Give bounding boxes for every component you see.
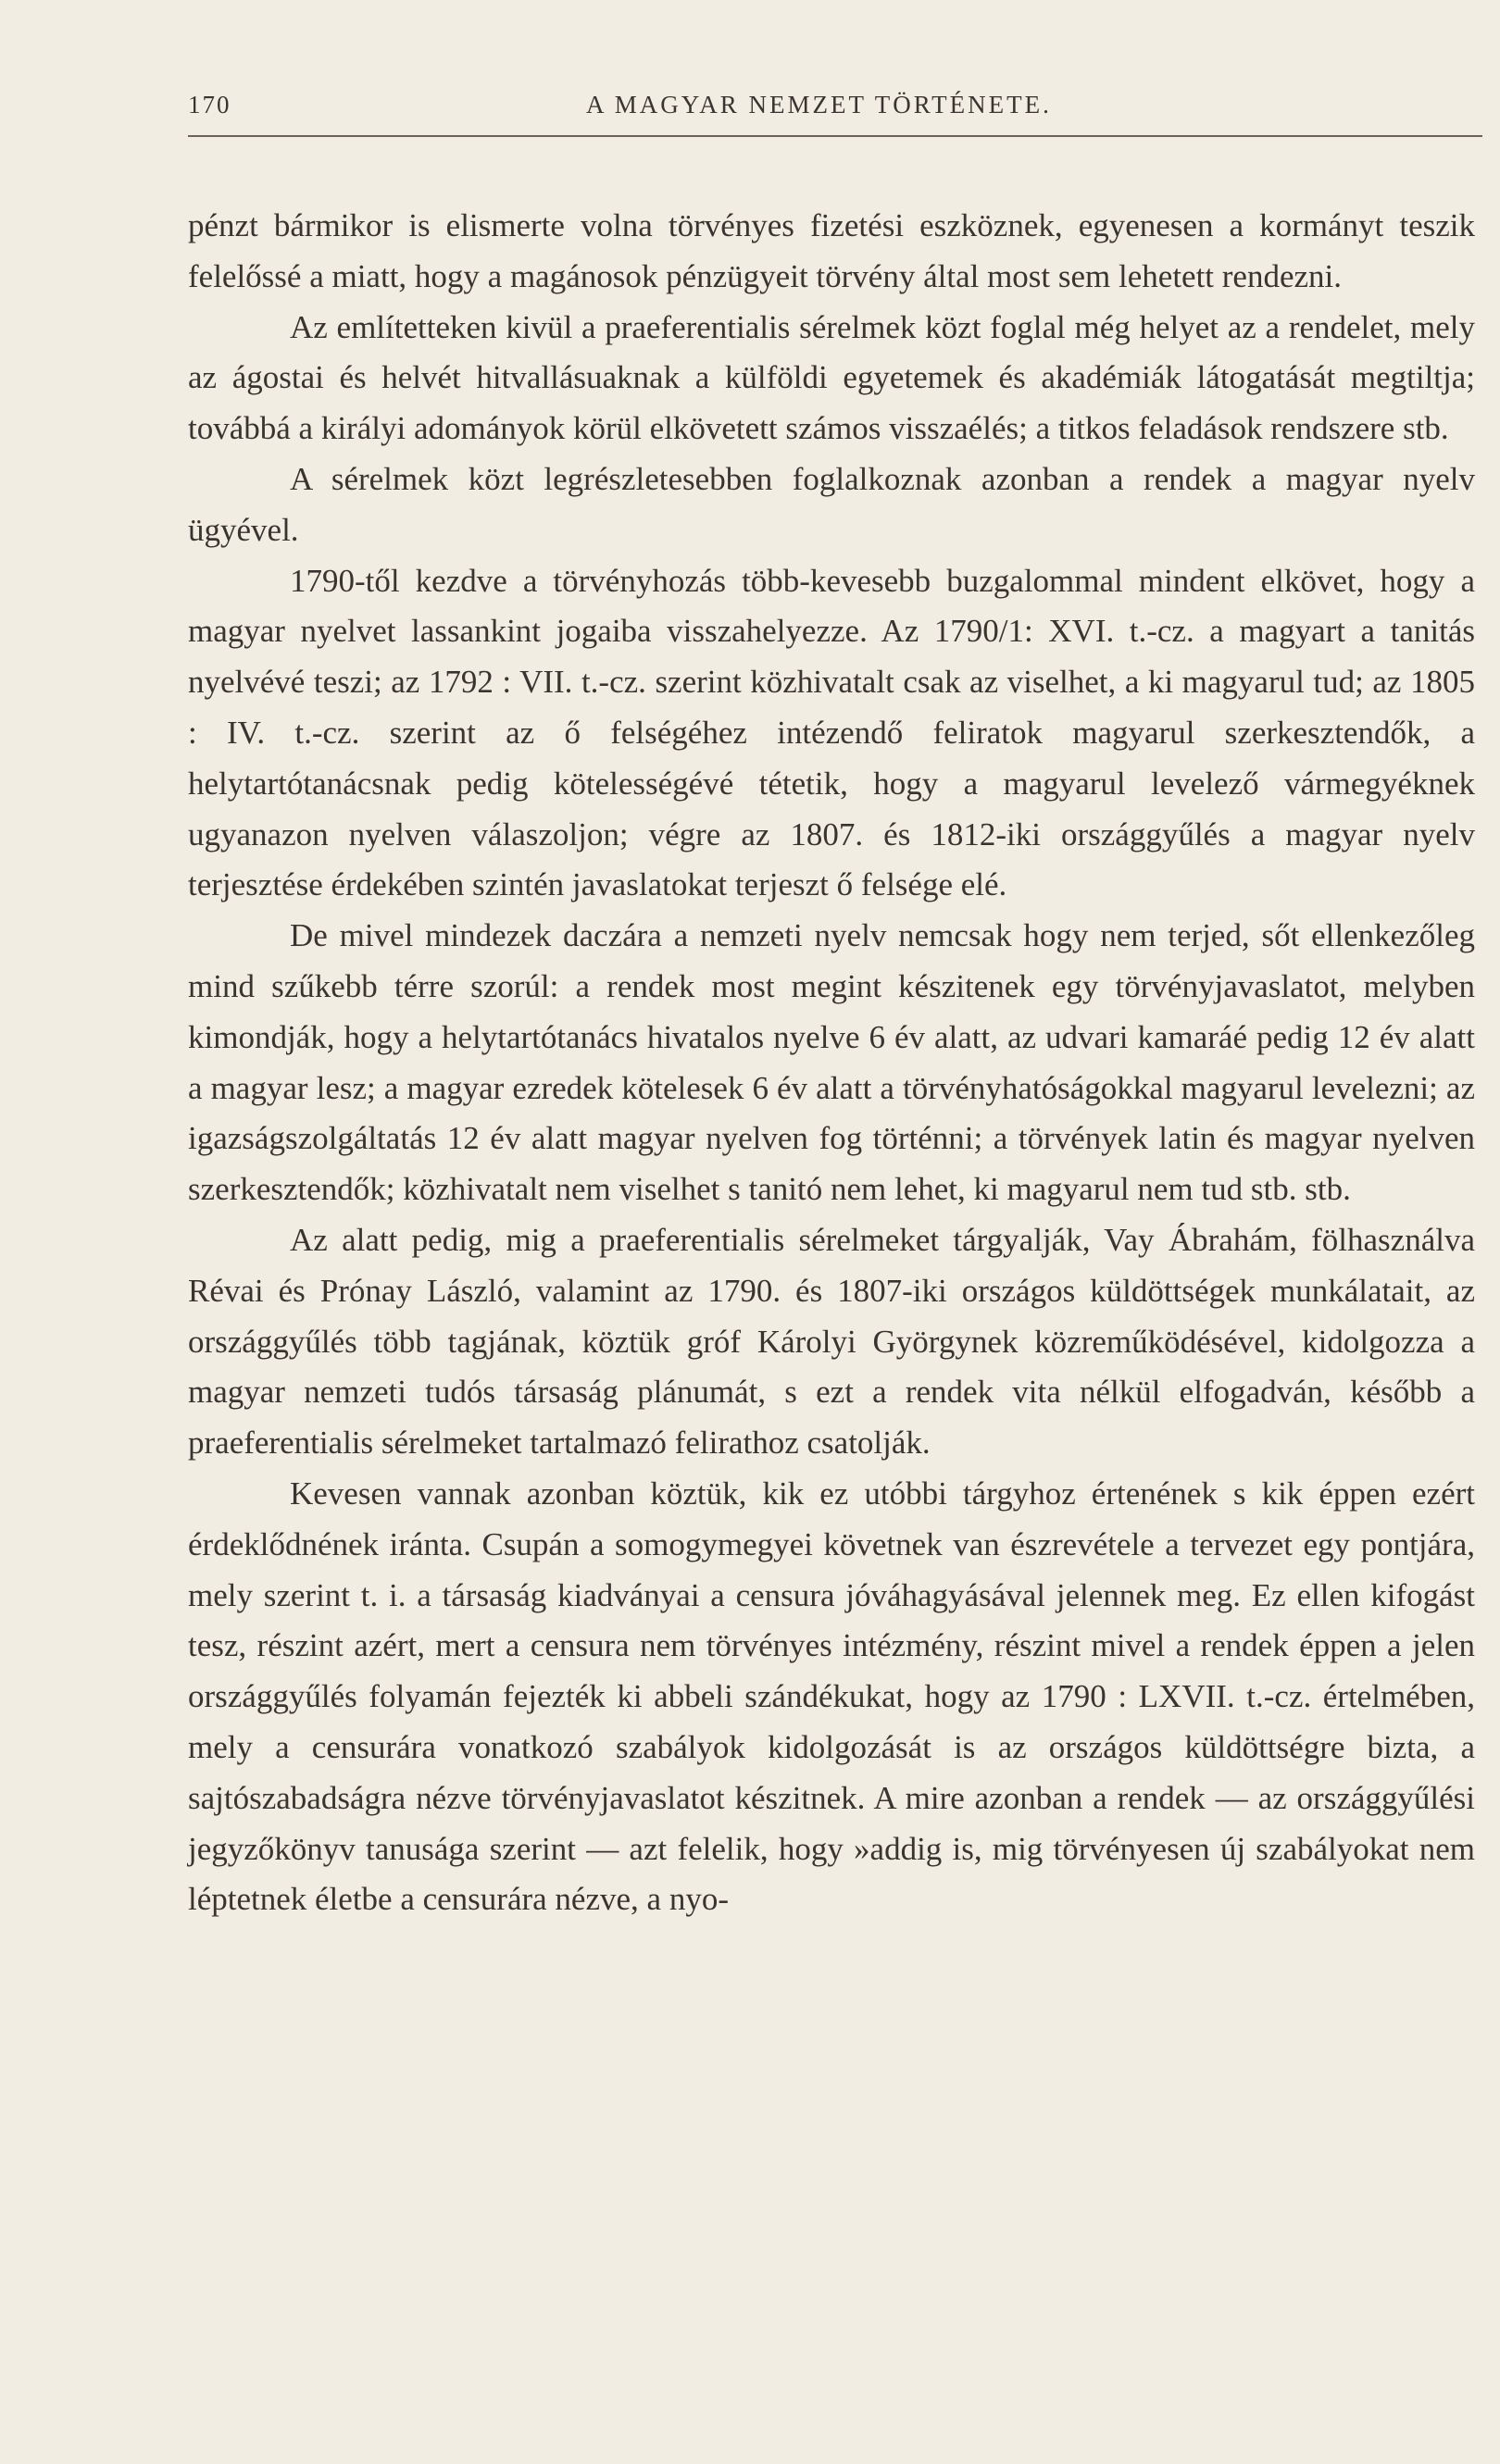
paragraph-legislation-history: 1790-től kezdve a törvényhozás több-kevesebb buzgalommal mindent elkövet, hogy a magyar nyelvet lassankint jogaiba visszahelyezze. Az 1790/1: XVI. t.-cz. a magyart a tanitás nyelvévé teszi; az 1792 : VII. t.-cz. szerint közhivatalt csak az viselhet, a ki magyarul tud; az 1805 : IV. t.-cz. szerint az ő felségéhez intézendő feliratok magyarul szerkesztendők, a helytartótanácsnak pedig kötelességévé tétetik, hogy a magyarul levelező vármegyéknek ugyanazon nyelven válaszoljon; végre az 1807. és 1812-iki országgyűlés a magyar nyelv terjesztése érdekében szintén javaslatokat terjeszt ő felsége elé. — [188, 562, 1475, 903]
paragraph-continuation: pénzt bármikor is elismerte volna törvényes fizetési eszköznek, egyenesen a kormányt teszik felelőssé a miatt, hogy a magánosok pénzügyeit törvény által most sem lehetett rendezni. — [188, 207, 1475, 294]
running-title: A MAGYAR NEMZET TÖRTÉNETE. — [586, 91, 1052, 118]
paragraph-language-grievances: A sérelmek közt legrészletesebben foglalkoznak azonban a rendek a magyar nyelv ügyével. — [188, 460, 1475, 548]
page-number: 170 — [188, 91, 231, 118]
body-text — [188, 201, 1475, 1925]
paragraph-preferential-grievances: Az említetteken kivül a praeferentialis sérelmek közt foglal még helyet az a rendelet, mely az ágostai és helvét hitvallásuaknak a külföldi egyetemek és akadémiák látogatását megtiltja; továbbá a királyi adományok körül elkövetett számos visszaélés; a titkos feladások rendszere stb. — [188, 308, 1475, 447]
paragraph-academy-plan: Az alatt pedig, mig a praeferentialis sérelmeket tárgyalják, Vay Ábrahám, fölhasználva Révai és Prónay László, valamint az 1790. és 1807-iki országos küldöttségek munkálatait, az országgyűlés több tagjának, köztük gróf Károlyi Györgynek közreműködésével, kidolgozza a magyar nemzeti tudós társaság plánumát, s ezt a rendek vita nélkül elfogadván, később a praeferentialis sérelmeket tartalmazó felirathoz csatolják. — [188, 1221, 1475, 1462]
header-rule — [188, 135, 1482, 137]
running-head — [188, 91, 1482, 131]
paragraph-new-bill: De mivel mindezek daczára a nemzeti nyelv nemcsak hogy nem terjed, sőt ellenkezőleg mind szűkebb térre szorúl: a rendek most megint készitenek egy törvényjavaslatot, melyben kimondják, hogy a helytartótanács hivatalos nyelve 6 év alatt, az udvari kamaráé pedig 12 év alatt a magyar lesz; a magyar ezredek kötelesek 6 év alatt a törvényhatóságokkal magyarul levelezni; az igazságszolgáltatás 12 év alatt magyar nyelven fog történni; a törvények latin és magyar nyelven szerkesztendők; közhivatalt nem viselhet s tanitó nem lehet, ki magyarul nem tud stb. stb. — [188, 917, 1475, 1208]
paragraph-censorship: Kevesen vannak azonban köztük, kik ez utóbbi tárgyhoz értenének s kik éppen ezért érdeklődnének iránta. Csupán a somogymegyei követnek van észrevétele a tervezet egy pontjára, mely szerint t. i. a társaság kiadványai a censura jóváhagyásával jelennek meg. Ez ellen kifogást tesz, részint azért, mert a censura nem törvényes intézmény, részint mivel a rendek éppen a jelen országgyűlés folyamán fejezték ki abbeli szándékukat, hogy az 1790 : LXVII. t.-cz. értelmében, mely a censurára vonatkozó szabályok kidolgozását is az országos küldöttségre bizta, a sajtószabadságra nézve törvényjavaslatot készitnek. A mire azonban a rendek — az országgyűlési jegyzőkönyv tanusága szerint — azt felelik, hogy »addig is, mig törvényesen új szabályokat nem léptetnek életbe a censurára nézve, a nyo- — [188, 1475, 1475, 1918]
